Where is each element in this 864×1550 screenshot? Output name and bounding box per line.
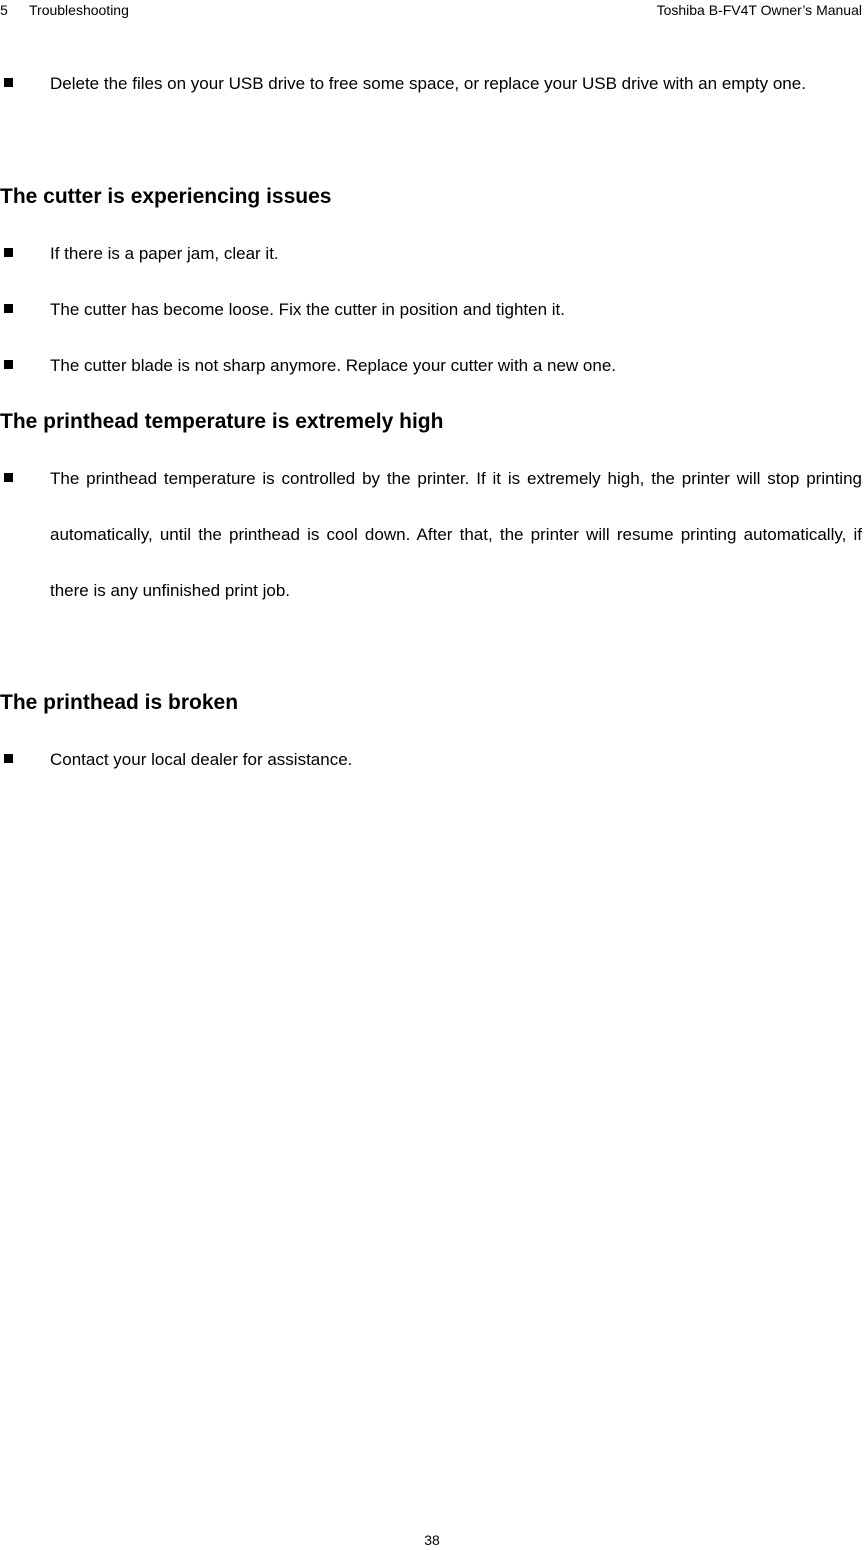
square-bullet-icon	[4, 754, 13, 763]
bullet-text: The cutter blade is not sharp anymore. Replace your cutter with a new one.	[50, 356, 617, 375]
square-bullet-icon	[4, 78, 13, 87]
bullet-text: Delete the files on your USB drive to free some space, or replace your USB drive with an empty one.	[50, 74, 806, 93]
chapter-title: Troubleshooting	[29, 2, 129, 18]
square-bullet-icon	[4, 360, 13, 369]
bullet-text: The printhead temperature is controlled by the printer. If it is extremely high, the printer will stop printing automatically, until the printhead is cool down. After that, the printer will resume printing automatically, if there is any unfinished print job.	[50, 469, 862, 600]
square-bullet-icon	[4, 304, 13, 313]
section-heading: The printhead temperature is extremely high	[0, 410, 444, 433]
square-bullet-icon	[4, 473, 13, 482]
chapter-number: 5	[0, 2, 8, 18]
bullet-text: The cutter has become loose. Fix the cutter in position and tighten it.	[50, 300, 566, 319]
header-chapter	[0, 0, 129, 20]
bullet-text: If there is a paper jam, clear it.	[50, 244, 279, 263]
square-bullet-icon	[4, 248, 13, 257]
page-number: 38	[424, 1532, 440, 1548]
section-heading: The printhead is broken	[0, 691, 239, 714]
section-heading: The cutter is experiencing issues	[0, 185, 332, 208]
page-header	[0, 0, 864, 22]
manual-title: Toshiba B-FV4T Owner’s Manual	[656, 2, 862, 18]
bullet-text: Contact your local dealer for assistance.	[50, 750, 353, 769]
